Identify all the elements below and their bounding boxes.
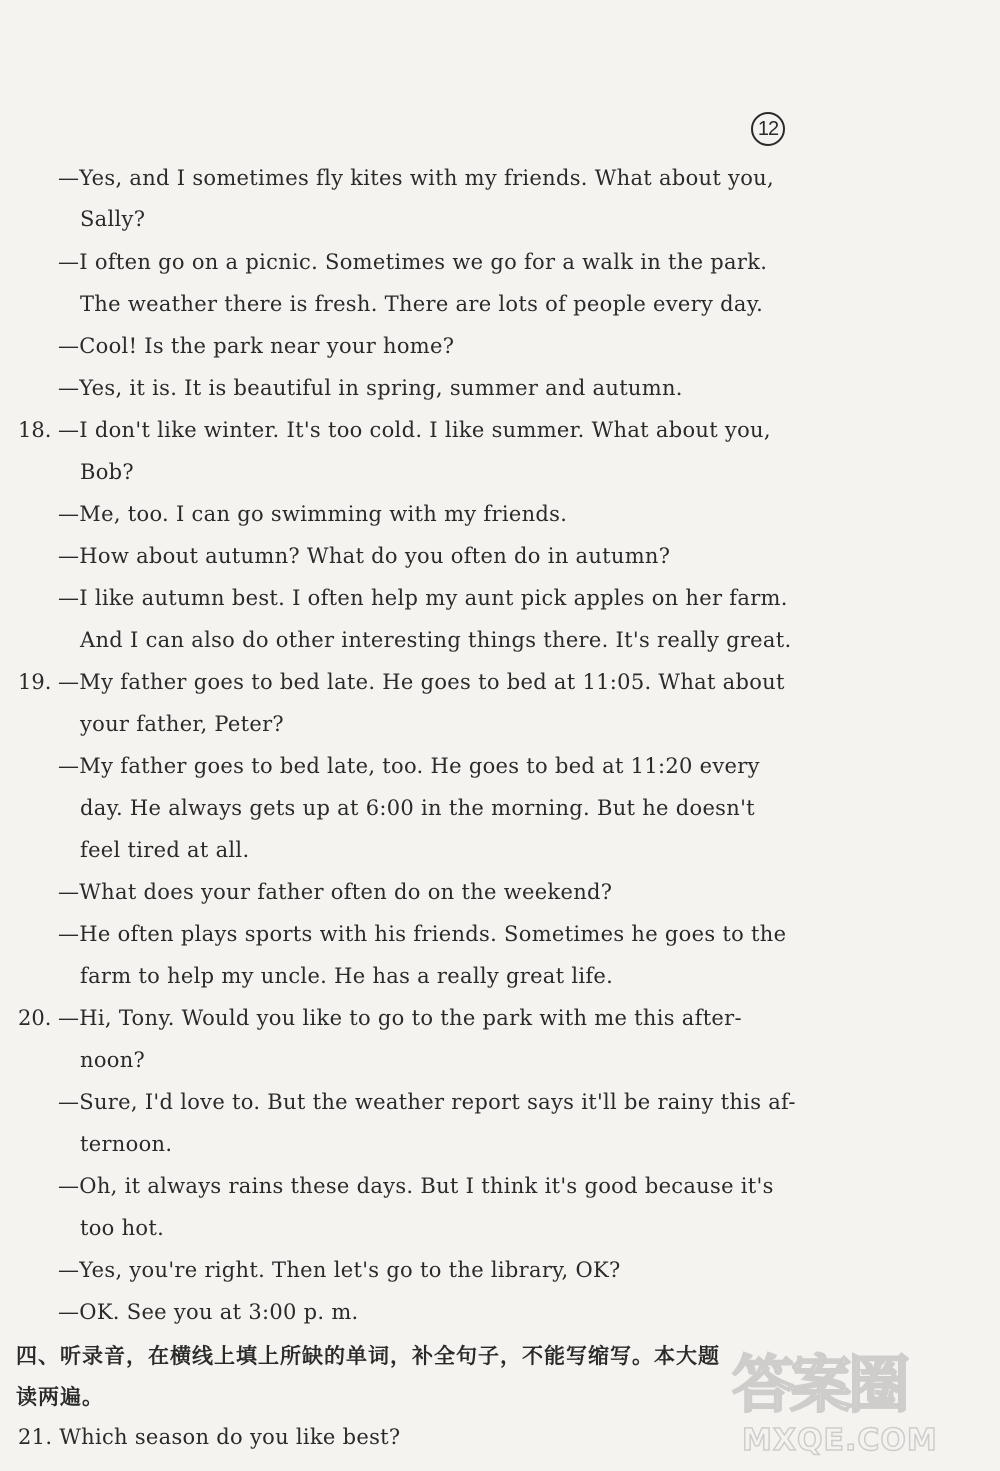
watermark-url: MXQE.COM [742,1423,938,1458]
dialogue-line: —What does your father often do on the weekend? [58,880,613,904]
dialogue-line: —Cool! Is the park near your home? [58,334,455,358]
dialogue-line: —Me, too. I can go swimming with my friends. [58,502,568,526]
section-heading-line2: 读两遍。 [16,1385,104,1409]
dialogue-line: —How about autumn? What do you often do in autumn? [58,544,671,568]
dialogue-line: Sally? [80,207,146,231]
dialogue-line: —He often plays sports with his friends. Sometimes he goes to the [58,922,787,946]
dialogue-line: too hot. [80,1216,165,1240]
dialogue-line: farm to help my uncle. He has a really great life. [80,964,614,988]
dialogue-line: —My father goes to bed late. He goes to bed at 11:05. What about [58,670,785,694]
dialogue-line: —Yes, you're right. Then let's go to the library, OK? [58,1258,621,1282]
dialogue-line: feel tired at all. [80,838,250,862]
dialogue-line: —OK. See you at 3:00 p. m. [58,1300,359,1324]
dialogue-line: Bob? [80,460,134,484]
dialogue-line: The weather there is fresh. There are lots of people every day. [80,292,764,316]
dialogue-line: —I often go on a picnic. Sometimes we go for a walk in the park. [58,250,768,274]
dialogue-line: —I like autumn best. I often help my aunt pick apples on her farm. [58,586,788,610]
dialogue-line: —Sure, I'd love to. But the weather report says it'll be rainy this af- [58,1090,796,1114]
question-number-19: 19. [18,670,52,694]
section-heading-line1: 四、听录音，在横线上填上所缺的单词，补全句子，不能写缩写。本大题 [16,1344,720,1368]
dialogue-line: —Yes, it is. It is beautiful in spring, summer and autumn. [58,376,683,400]
dialogue-line: —Oh, it always rains these days. But I think it's good because it's [58,1174,774,1198]
question-number-20: 20. [18,1006,52,1030]
dialogue-line: your father, Peter? [80,712,284,736]
dialogue-line: —I don't like winter. It's too cold. I like summer. What about you, [58,418,771,442]
question-number-18: 18. [18,418,52,442]
watermark-logo-text: 答案圈 [732,1348,907,1421]
dialogue-line: —My father goes to bed late, too. He goes to bed at 11:20 every [58,754,760,778]
dialogue-line: —Hi, Tony. Would you like to go to the park with me this after- [58,1006,742,1030]
dialogue-line: noon? [80,1048,146,1072]
page-number-badge: 12 [751,112,785,146]
dialogue-line: day. He always gets up at 6:00 in the morning. But he doesn't [80,796,755,820]
dialogue-line: ternoon. [80,1132,173,1156]
watermark-logo [732,1345,972,1465]
question-21: 21. Which season do you like best? [18,1425,401,1449]
dialogue-line: —Yes, and I sometimes fly kites with my friends. What about you, [58,166,774,190]
dialogue-line: And I can also do other interesting things there. It's really great. [80,628,792,652]
